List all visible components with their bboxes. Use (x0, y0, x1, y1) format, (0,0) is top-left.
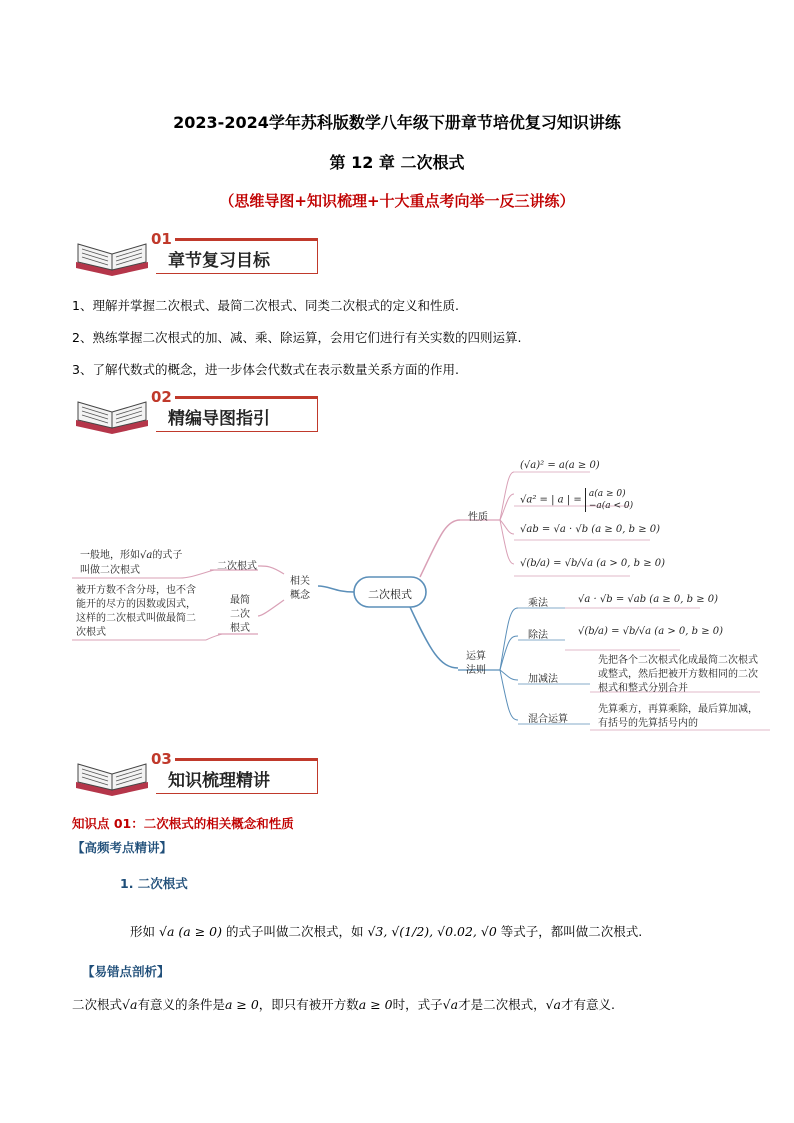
err-sqrt-3: √a (545, 997, 561, 1012)
err-e: 才是二次根式， (458, 997, 546, 1012)
err-f: 才有意义. (561, 997, 615, 1012)
section-number: 02 (148, 388, 175, 406)
mindmap-def-text: 一般地，形如√a的式子 叫做二次根式 (80, 550, 183, 576)
mindmap-prop-node: 性质 (468, 512, 488, 523)
mindmap-add-node: 加减法 (528, 674, 558, 685)
section-number: 01 (148, 230, 175, 248)
item-heading: 1. 二次根式 (120, 876, 188, 891)
prop-2-left: √a² = | a | = (520, 494, 582, 506)
objective-1: 1、理解并掌握二次根式、最简二次根式、同类二次根式的定义和性质. (72, 298, 459, 313)
err-a: 二次根式 (72, 997, 123, 1012)
def-line-a: 形如 (130, 924, 156, 939)
objective-2: 2、熟练掌握二次根式的加、减、乘、除运算，会用它们进行有关实数的四则运算. (72, 330, 522, 345)
related-line-2: 概念 (290, 590, 310, 601)
book-icon (72, 390, 152, 434)
mindmap-simplest-text (76, 584, 196, 640)
knowledge-point-title: 知识点 01：二次根式的相关概念和性质 (72, 816, 294, 831)
err-sqrt-2: √a (442, 997, 459, 1012)
prop-3: √ab = √a · √b (a ≥ 0, b ≥ 0) (520, 524, 661, 535)
add-text-line: 先把各个二次根式化成最简二次根式 (598, 655, 758, 666)
def-text-b: 的式子 (152, 550, 183, 561)
prop-2-case-1: a(a ≥ 0) (588, 489, 626, 499)
simplest-l1: 最简 (230, 595, 250, 606)
def-line-b: 的式子叫做二次根式，如 (225, 924, 364, 939)
def-text-c: 叫做二次根式 (80, 565, 140, 576)
objective-3: 3、了解代数式的概念，进一步体会代数式在表示数量关系方面的作用. (72, 362, 459, 377)
simplest-text-line: 次根式 (76, 627, 106, 638)
ops-l1: 运算 (466, 651, 486, 662)
mindmap-div-node: 除法 (528, 630, 548, 641)
mix-text-line: 先算乘方，再算乘除，最后算加减， (598, 704, 758, 715)
def-line-c: 等式子，都叫做二次根式. (500, 924, 643, 939)
error-analysis-heading: 【易错点剖析】 (82, 964, 170, 979)
err-cond: a ≥ 0 (224, 997, 259, 1012)
mindmap-center: 二次根式 (368, 588, 412, 601)
err-sqrt: √a (122, 997, 138, 1012)
definition-line (130, 922, 642, 940)
section-number: 03 (148, 750, 175, 768)
section-label: 知识梳理精讲 (168, 771, 270, 791)
simplest-l3: 根式 (230, 623, 250, 634)
mindmap-def-node: 二次根式 (217, 561, 257, 572)
high-frequency-heading: 【高频考点精讲】 (72, 840, 173, 855)
simplest-text-line: 被开方数不含分母，也不含 (76, 585, 196, 596)
related-line-1: 相关 (290, 576, 310, 587)
err-d: 时，式子 (392, 997, 443, 1012)
mul-rule: √a · √b = √ab (a ≥ 0, b ≥ 0) (578, 594, 719, 605)
prop-2-case-2: −a(a < 0) (588, 501, 634, 511)
section-label: 精编导图指引 (168, 409, 270, 429)
mindmap-simplest-node (230, 594, 250, 636)
simplest-l2: 二次 (230, 609, 250, 620)
err-cond-2: a ≥ 0 (358, 997, 393, 1012)
def-text-a: 一般地，形如 (80, 550, 140, 561)
mix-text-line: 有括号的先算括号内的 (598, 718, 698, 729)
mix-text (598, 703, 758, 731)
document-title: 2023-2024学年苏科版数学八年级下册章节培优复习知识讲练 (173, 113, 621, 132)
section-banner-03 (72, 752, 320, 796)
def-line-expr: √a (a ≥ 0) (159, 924, 222, 939)
prop-4: √(b/a) = √b/√a (a > 0, b ≥ 0) (520, 558, 666, 569)
document-subtitle: （思维导图+知识梳理+十大重点考向举一反三讲练） (219, 192, 575, 210)
section-banner-02 (72, 390, 320, 434)
add-text-line: 或整式，然后把被开方数相同的二次 (598, 669, 758, 680)
err-b: 有意义的条件是 (137, 997, 225, 1012)
mindmap-related (290, 575, 310, 603)
simplest-text-line: 这样的二次根式叫做最简二 (76, 613, 196, 624)
add-text-line: 根式和整式分别合并 (598, 683, 688, 694)
add-text (598, 654, 758, 696)
prop-2 (520, 488, 633, 512)
mindmap-mul-node: 乘法 (528, 598, 548, 609)
book-icon (72, 752, 152, 796)
prop-1: (√a)² = a(a ≥ 0) (520, 460, 600, 471)
simplest-text-line: 能开的尽方的因数或因式， (76, 599, 196, 610)
ops-l2: 法则 (466, 665, 486, 676)
mindmap-ops-node (466, 650, 486, 678)
div-rule: √(b/a) = √b/√a (a > 0, b ≥ 0) (578, 626, 724, 637)
book-icon (72, 232, 152, 276)
def-line-examples: √3, √(1/2), √0.02, √0 (367, 924, 497, 939)
mindmap-mix-node: 混合运算 (528, 714, 568, 725)
section-banner-01 (72, 232, 320, 276)
err-c: ，即只有被开方数 (258, 997, 359, 1012)
error-line (72, 995, 615, 1013)
section-label: 章节复习目标 (168, 251, 270, 271)
chapter-title: 第 12 章 二次根式 (329, 153, 465, 172)
